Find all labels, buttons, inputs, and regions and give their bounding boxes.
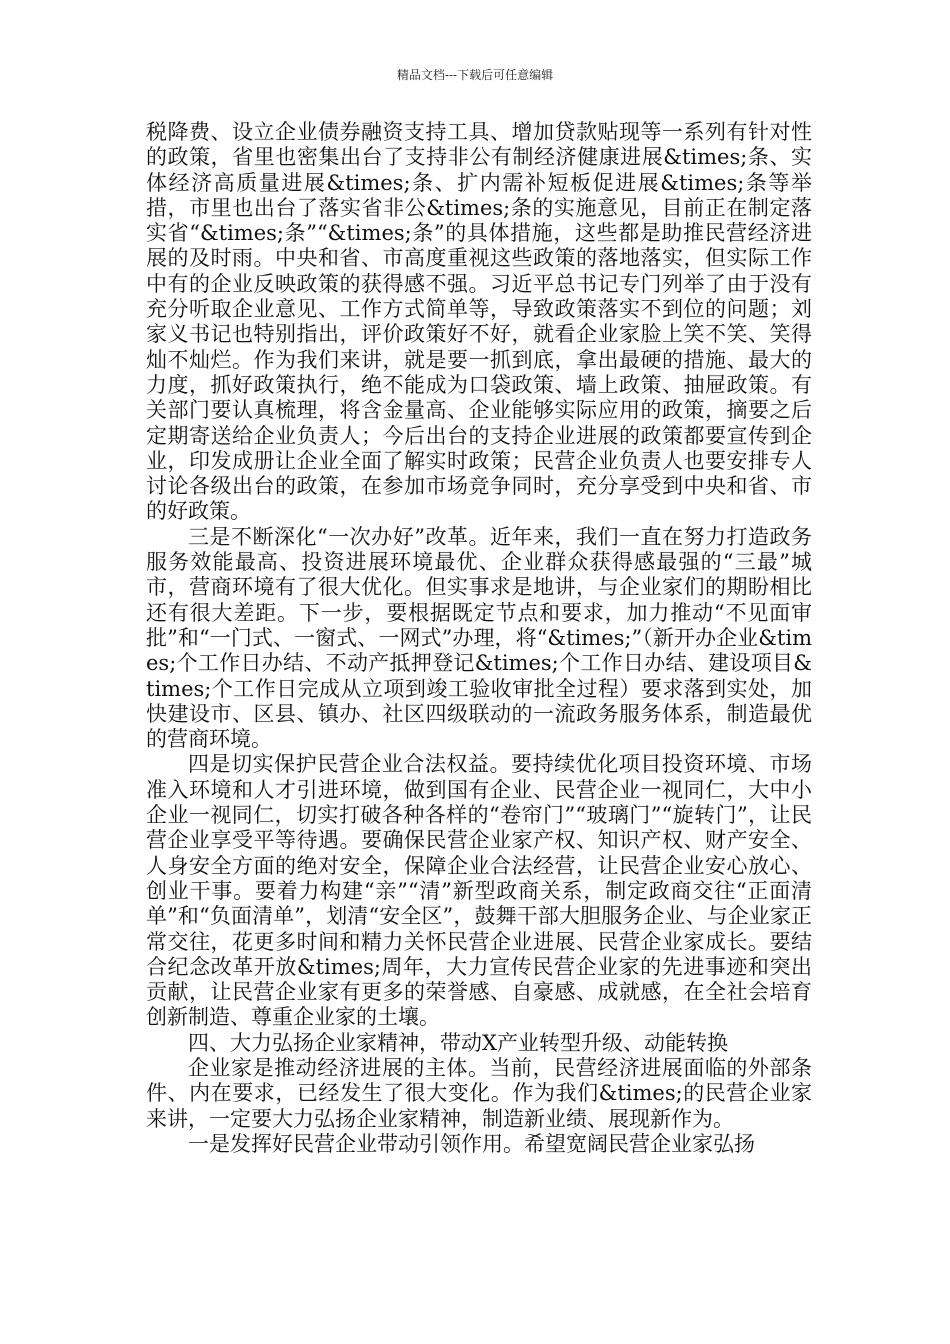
paragraph-entrepreneur-intro: 企业家是推动经济进展的主体。当前，民营经济进展面临的外部条件、内在要求，已经发生了很大变化。作为我们&times;的民营企业家来讲，一定要大力弘扬企业家精神，制造新业绩、展现新作为。 [146, 1055, 812, 1131]
section-heading: 四、大力弘扬企业家精神，带动X产业转型升级、动能转换 [188, 1030, 728, 1055]
document-body [146, 120, 812, 1157]
paragraph-policy-continuation: 税降费、设立企业债券融资支持工具、增加贷款贴现等一系列有针对性的政策，省里也密集出台了支持非公有制经济健康进展&times;条、实体经济高质量进展&times;条、扩内需补短板促进展&times;条等举措，市里也出台了落实省非公&times;条的实施意见，目前正在制定落实省“&times;条”“&times;条”的具体措施，这些都是助推民营经济进展的及时雨。中央和省、市高度重视这些政策的落地落实，但实际工作中有的企业反映政策的获得感不强。习近平总书记专门列举了由于没有充分听取企业意见、工作方式简单等，导致政策落实不到位的问题；刘家义书记也特别指出，评价政策好不好，就看企业家脸上笑不笑、笑得灿不灿烂。作为我们来讲，就是要一抓到底，拿出最硬的措施、最大的力度，抓好政策执行，绝不能成为口袋政策、墙上政策、抽屉政策。有关部门要认真梳理，将含金量高、企业能够实际应用的政策，摘要之后定期寄送给企业负责人；今后出台的支持企业进展的政策都要宣传到企业，印发成册让企业全面了解实时政策；民营企业负责人也要安排专人讨论各级出台的政策，在参加市场竞争同时，充分享受到中央和省、市的好政策。 [146, 120, 812, 524]
page-header: 精品文档---下载后可任意编辑 [396, 68, 554, 82]
paragraph-reform: 三是不断深化“一次办好”改革。近年来，我们一直在努力打造政务服务效能最高、投资进展环境最优、企业群众获得感最强的“三最”城市，营商环境有了很大优化。但实事求是地讲，与企业家们的期盼相比还有很大差距。下一步，要根据既定节点和要求，加力推动“不见面审批”和“一门式、一窗式、一网式”办理，将“&times;”（新开办企业&times;个工作日办结、不动产抵押登记&times;个工作日办结、建设项目&times;个工作日完成从立项到竣工验收审批全过程）要求落到实处，加快建设市、区县、镇办、社区四级联动的一流政务服务体系，制造最优的营商环境。 [146, 524, 812, 752]
paragraph-rights-protection: 四是切实保护民营企业合法权益。要持续优化项目投资环境、市场准入环境和人才引进环境，做到国有企业、民营企业一视同仁，大中小企业一视同仁，切实打破各种各样的“卷帘门”“玻璃门”“旋转门”，让民营企业享受平等待遇。要确保民营企业家产权、知识产权、财产安全、人身安全方面的绝对安全，保障企业合法经营，让民营企业安心放心、创业干事。要着力构建“亲”“清”新型政商关系，制定政商交往“正面清单”和“负面清单”，划清“安全区”，鼓舞干部大胆服务企业、与企业家正常交往，花更多时间和精力关怀民营企业进展、民营企业家成长。要结合纪念改革开放&times;周年，大力宣传民营企业家的先进事迹和突出贡献，让民营企业家有更多的荣誉感、自豪感、成就感，在全社会培育创新制造、尊重企业家的土壤。 [146, 752, 812, 1030]
paragraph-leading-role: 一是发挥好民营企业带动引领作用。希望宽阔民营企业家弘扬 [188, 1131, 755, 1156]
